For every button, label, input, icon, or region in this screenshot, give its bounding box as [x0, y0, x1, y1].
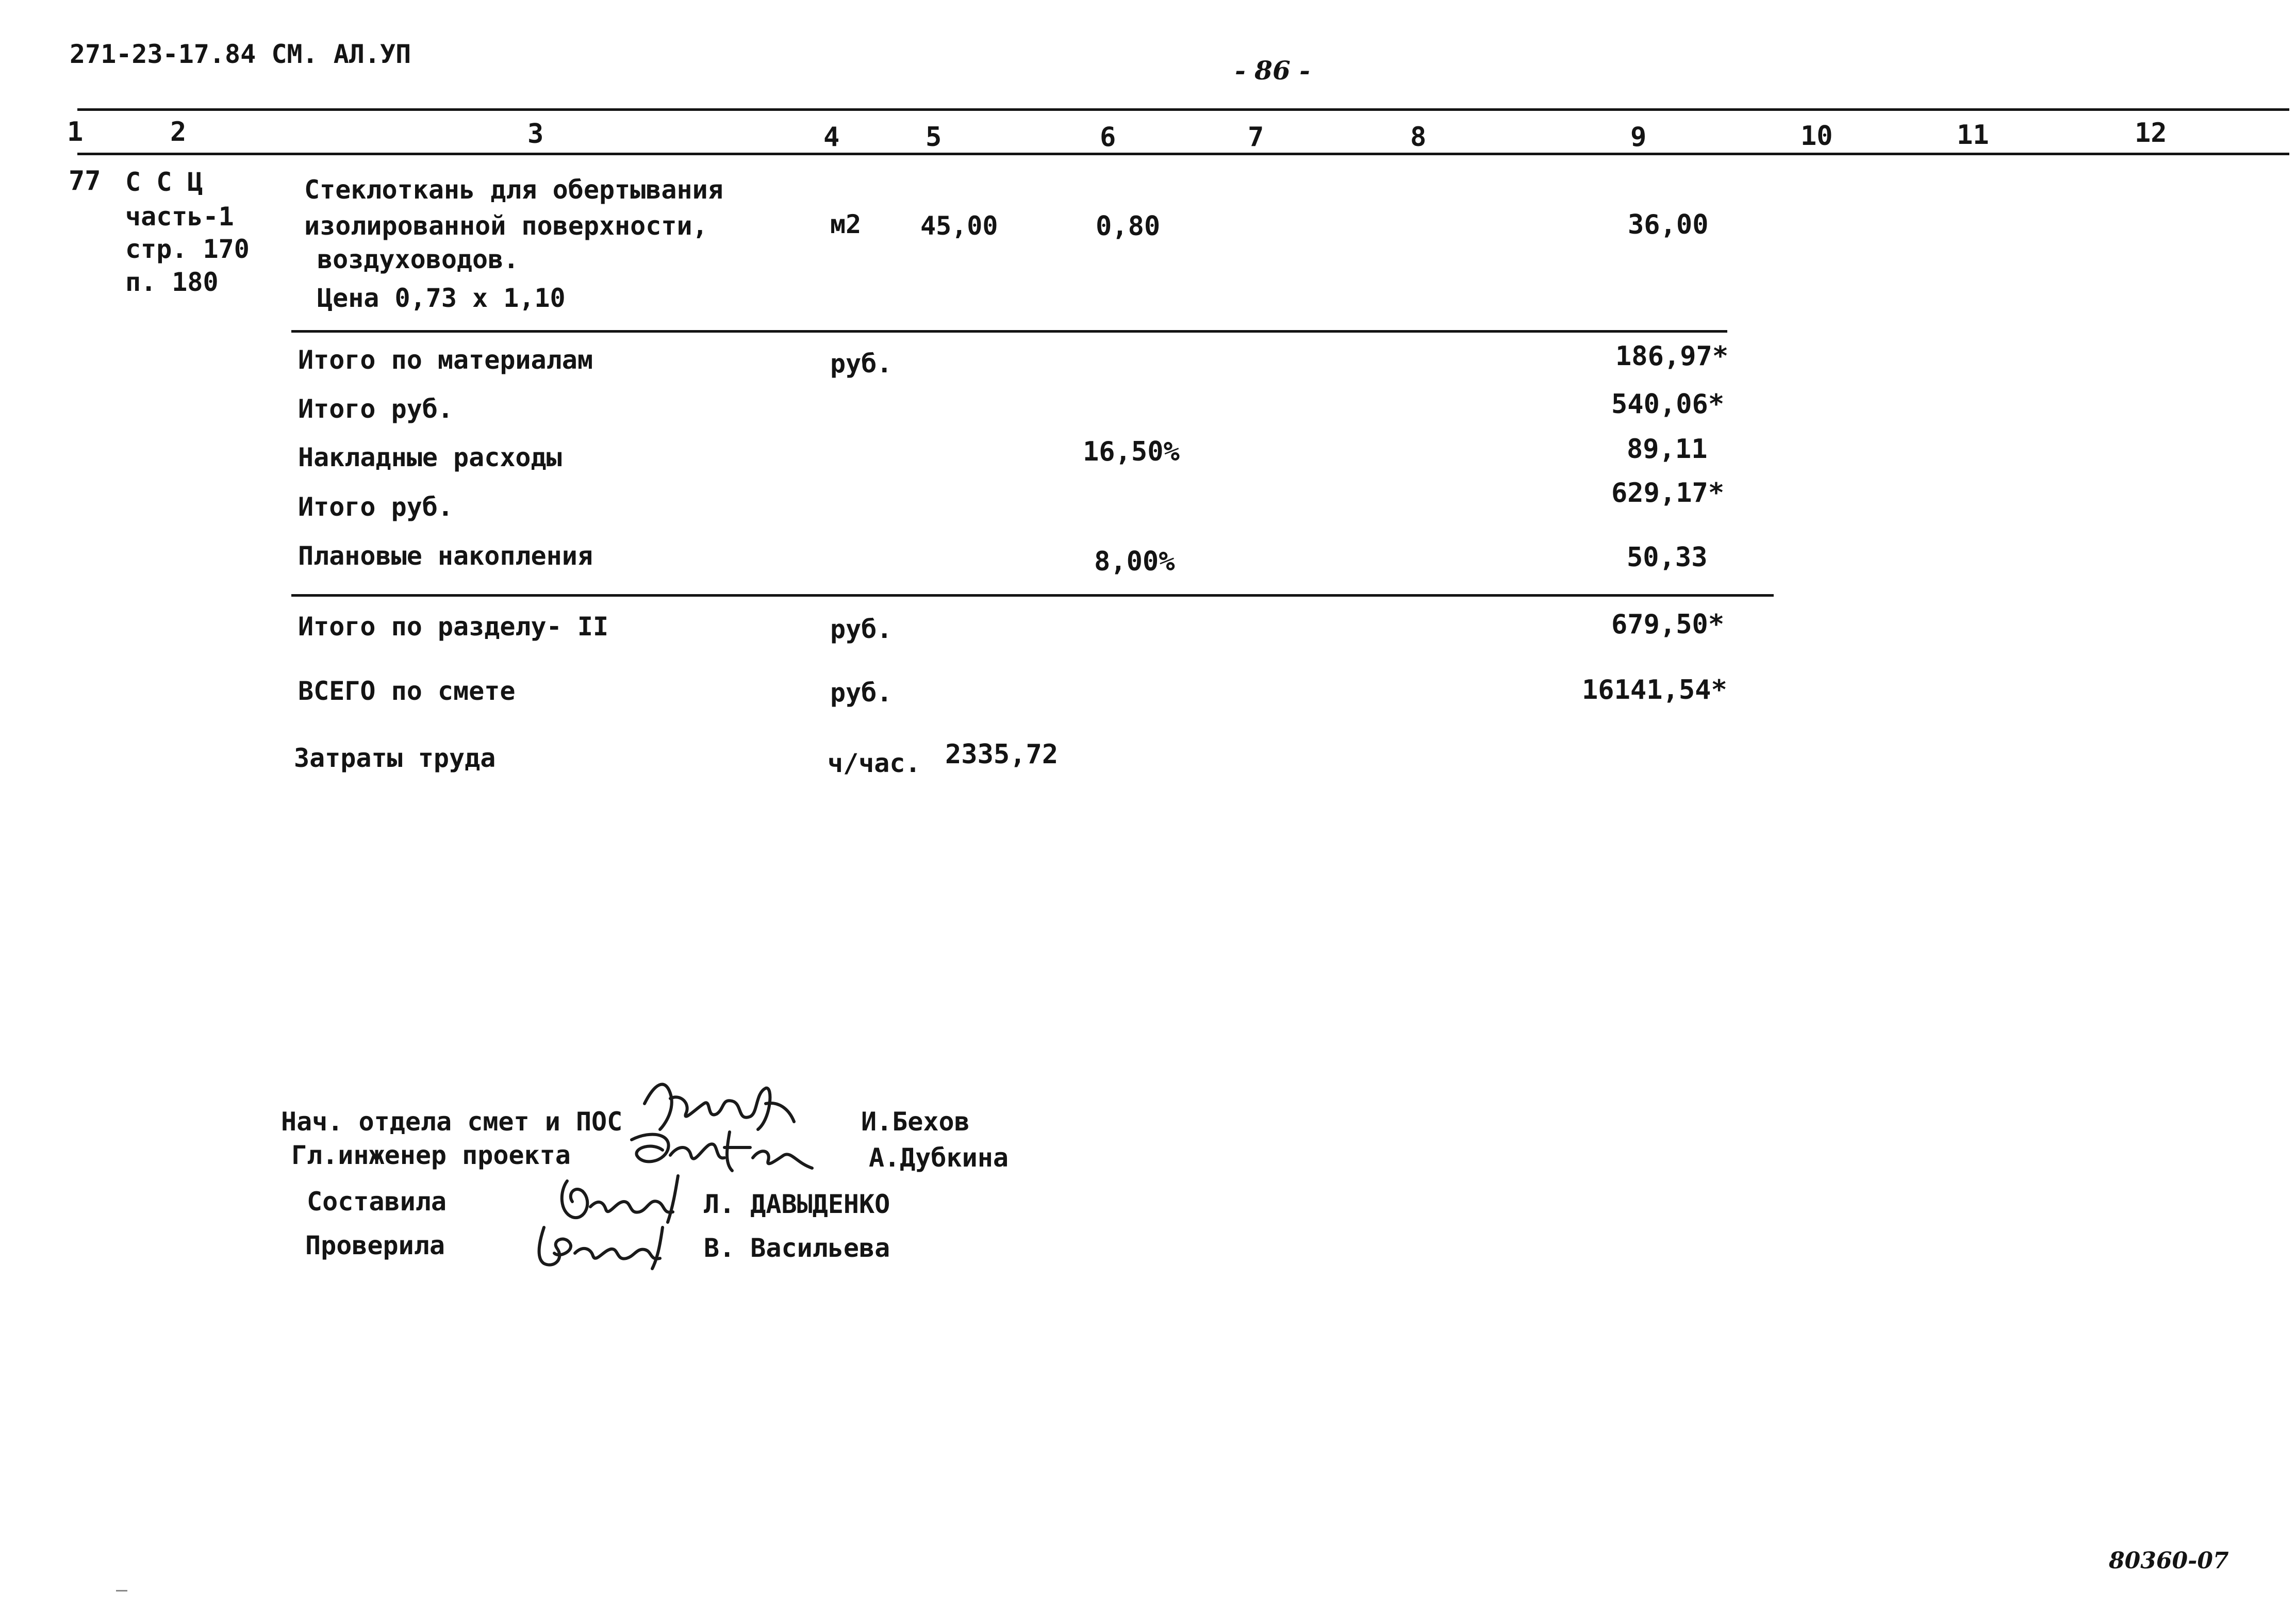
signature-name: В. Васильева [704, 1233, 890, 1263]
signature-role: Проверила [305, 1230, 445, 1260]
summary-label: Накладные расходы [298, 442, 562, 472]
labor-unit: ч/час. [828, 748, 921, 778]
item-quantity: 45,00 [920, 211, 998, 241]
grand-total-unit: руб. [830, 678, 893, 708]
margin-mark [116, 1590, 127, 1591]
item-description-2: изолированной поверхности, [304, 211, 708, 241]
item-description-3: воздуховодов. [317, 244, 519, 274]
column-header-4: 4 [823, 122, 840, 153]
item-reference-3: стр. 170 [125, 234, 250, 264]
summary-label: Итого руб. [298, 394, 454, 424]
column-header-5: 5 [926, 122, 942, 153]
summary-amount: 540,06* [1611, 389, 1725, 420]
summary-label: Итого по материалам [298, 345, 593, 375]
column-header-3: 3 [527, 119, 544, 150]
signature-role: Составила [307, 1187, 447, 1217]
column-header-7: 7 [1248, 122, 1264, 153]
labor-label: Затраты труда [294, 743, 496, 773]
column-header-12: 12 [2135, 118, 2167, 149]
summary-amount: 89,11 [1627, 434, 1708, 465]
page-number: - 86 - [1235, 55, 1310, 86]
signature-name: Л. ДАВЫДЕНКО [704, 1189, 890, 1219]
column-header-1: 1 [67, 117, 84, 147]
item-reference-1: С С Ц [125, 167, 203, 197]
signature-role: Нач. отдела смет и ПОС [281, 1107, 623, 1137]
summary-amount: 629,17* [1611, 478, 1725, 508]
summary-unit: руб. [830, 349, 893, 379]
signature-name: И.Бехов [861, 1107, 970, 1137]
column-header-6: 6 [1100, 122, 1116, 153]
header-bottom-rule [77, 153, 2289, 155]
summary-amount: 50,33 [1627, 542, 1708, 573]
header-top-rule [77, 108, 2289, 111]
summary-label: Плановые накопления [298, 541, 593, 571]
item-total: 36,00 [1628, 209, 1709, 240]
item-reference-4: п. 180 [125, 267, 219, 297]
handwritten-signature [523, 1217, 678, 1274]
section-separator-rule [291, 594, 1774, 597]
summary-label: Итого руб. [298, 492, 454, 522]
item-reference-2: часть-1 [125, 202, 234, 232]
grand-total-amount: 16141,54* [1582, 675, 1727, 705]
archive-stamp: 80360-07 [2109, 1548, 2229, 1574]
summary-percent: 8,00% [1094, 546, 1175, 577]
grand-total-label: ВСЕГО по смете [298, 676, 516, 706]
summary-percent: 16,50% [1083, 436, 1180, 467]
item-price-note: Цена 0,73 х 1,10 [317, 283, 566, 313]
item-unit: м2 [830, 209, 862, 239]
section-total-unit: руб. [830, 614, 893, 644]
column-header-2: 2 [170, 117, 187, 147]
column-header-11: 11 [1957, 120, 1989, 151]
column-header-9: 9 [1630, 122, 1647, 153]
signature-role: Гл.инженер проекта [291, 1140, 571, 1170]
summary-amount: 186,97* [1615, 341, 1729, 372]
item-number: 77 [69, 166, 101, 196]
item-description-1: Стеклоткань для обертывания [304, 175, 723, 205]
document-code: 271-23-17.84 СМ. АЛ.УП [70, 39, 411, 69]
item-unit-price: 0,80 [1096, 211, 1161, 242]
section-total-label: Итого по разделу- II [298, 612, 609, 642]
section-total-amount: 679,50* [1611, 609, 1725, 640]
labor-value: 2335,72 [945, 739, 1059, 770]
column-header-8: 8 [1410, 122, 1427, 153]
column-header-10: 10 [1801, 121, 1833, 152]
signature-name: А.Дубкина [869, 1143, 1009, 1173]
item-separator-rule [291, 330, 1727, 333]
